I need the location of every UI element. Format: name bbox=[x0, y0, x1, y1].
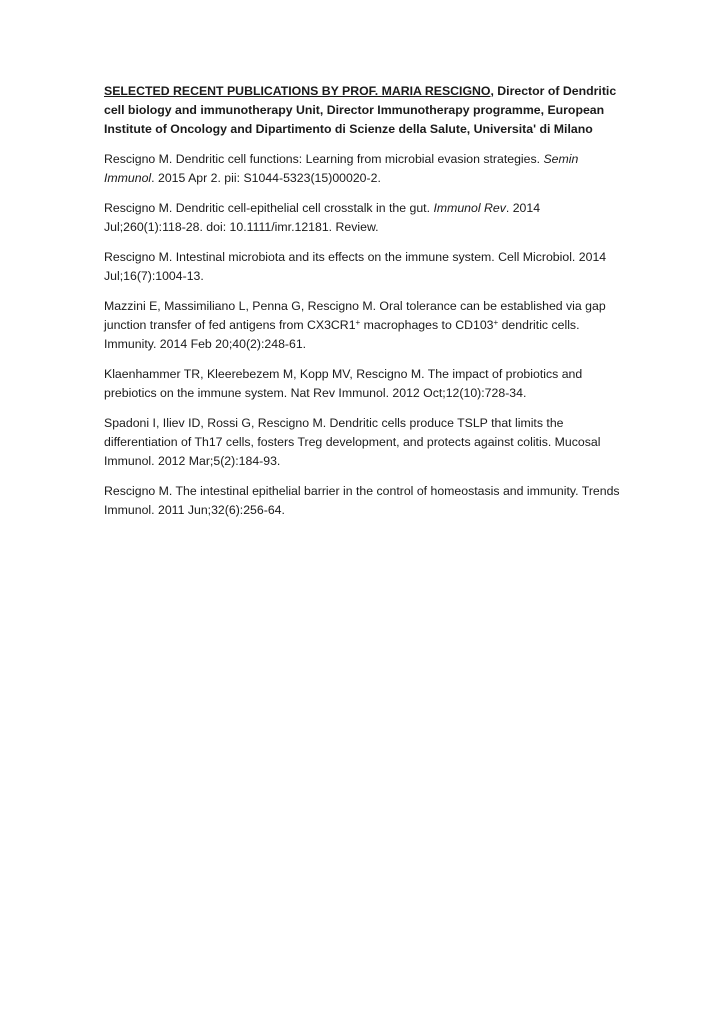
document-heading bbox=[104, 82, 624, 139]
publication-item bbox=[104, 482, 624, 520]
heading-affiliation: , Director of Dendritic cell biology and immunotherapy Unit, Director Immunotherapy programme, European Institute of Oncology and Dipartimento di Scienze della Salute, Universita' di Milano bbox=[104, 84, 617, 136]
publication-item bbox=[104, 414, 624, 471]
heading-lead: SELECTED RECENT PUBLICATIONS BY PROF. MARIA RESCIGNO bbox=[104, 84, 491, 98]
publication-item bbox=[104, 365, 624, 403]
citation-details: dendritic cells. Immunity. 2014 Feb 20;40(2):248-61. bbox=[104, 318, 580, 351]
citation-text: macrophages to CD103 bbox=[360, 318, 494, 332]
citation-text: Rescigno M. Intestinal microbiota and its effects on the immune system. Cell Microbiol. 2014 Jul;16(7):1004-13. bbox=[104, 250, 607, 283]
citation-text: Rescigno M. The intestinal epithelial barrier in the control of homeostasis and immunity. Trends Immunol. 2011 Jun;32(6):256-64. bbox=[104, 484, 620, 517]
document-page bbox=[104, 82, 624, 531]
citation-details: . 2015 Apr 2. pii: S1044-5323(15)00020-2. bbox=[151, 171, 381, 185]
publication-item bbox=[104, 248, 624, 286]
citation-text: Spadoni I, Iliev ID, Rossi G, Rescigno M. Dendritic cells produce TSLP that limits the differentiation of Th17 cells, fosters Treg development, and protects against colitis. Mucosal Immunol. 2012 Mar;5(2):184-93. bbox=[104, 416, 601, 468]
superscript-plus: + bbox=[355, 318, 361, 327]
publication-item bbox=[104, 199, 624, 237]
citation-text: Mazzini E, Massimiliano L, Penna G, Rescigno M. Oral tolerance can be established via gap junction transfer of fed antigens from CX3CR1 bbox=[104, 299, 606, 332]
publication-item bbox=[104, 297, 624, 354]
publication-item bbox=[104, 150, 624, 188]
journal-name: Immunol Rev bbox=[433, 201, 506, 215]
citation-text: Rescigno M. Dendritic cell functions: Learning from microbial evasion strategies. bbox=[104, 152, 544, 166]
citation-text: Rescigno M. Dendritic cell-epithelial cell crosstalk in the gut. bbox=[104, 201, 434, 215]
superscript-plus: + bbox=[493, 318, 499, 327]
journal-name: Semin Immunol bbox=[104, 152, 579, 185]
citation-details: . 2014 Jul;260(1):118-28. doi: 10.1111/imr.12181. Review. bbox=[104, 201, 541, 234]
citation-text: Klaenhammer TR, Kleerebezem M, Kopp MV, Rescigno M. The impact of probiotics and prebiotics on the immune system. Nat Rev Immunol. 2012 Oct;12(10):728-34. bbox=[104, 367, 583, 400]
